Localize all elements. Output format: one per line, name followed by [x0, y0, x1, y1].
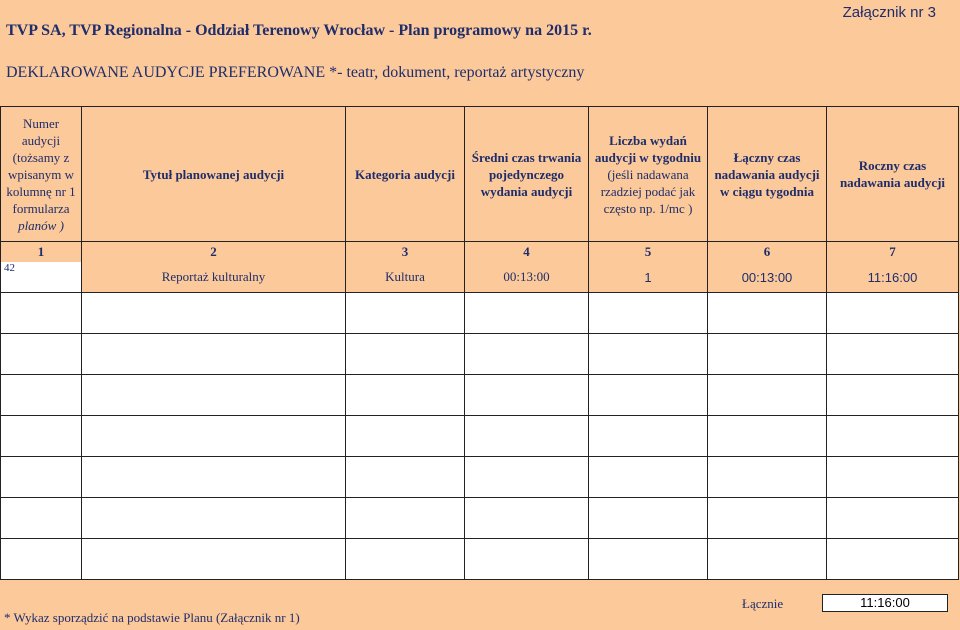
empty-cell[interactable]	[82, 293, 346, 334]
empty-cell[interactable]	[708, 293, 827, 334]
empty-cell[interactable]	[346, 416, 465, 457]
plan-table	[0, 106, 959, 580]
cell-avg-duration[interactable]: 00:13:00	[465, 262, 589, 293]
empty-cell[interactable]	[346, 498, 465, 539]
column-number: 1	[1, 242, 82, 263]
header-category: Kategoria audycji	[346, 107, 465, 242]
table-row-empty	[1, 375, 959, 416]
empty-cell[interactable]	[708, 375, 827, 416]
header-number: Numer audycji (tożsamy z wpisanym w kolumnę nr 1 formularza planów )	[1, 107, 82, 242]
cell-per-week[interactable]: 1	[589, 262, 708, 293]
empty-cell[interactable]	[589, 293, 708, 334]
cell-category[interactable]: Kultura	[346, 262, 465, 293]
page-subtitle: DEKLAROWANE AUDYCJE PREFEROWANE *- teatr, dokument, reportaż artystyczny	[6, 64, 585, 81]
cell-title[interactable]: Reportaż kulturalny	[82, 262, 346, 293]
table-row-empty	[1, 293, 959, 334]
empty-cell[interactable]	[82, 416, 346, 457]
table-row	[1, 262, 959, 293]
empty-cell[interactable]	[465, 539, 589, 580]
empty-cell[interactable]	[346, 457, 465, 498]
empty-cell[interactable]	[465, 334, 589, 375]
header-yearly-total: Roczny czas nadawania audycji	[827, 107, 959, 242]
empty-cell[interactable]	[82, 334, 346, 375]
empty-cell[interactable]	[708, 416, 827, 457]
column-number: 3	[346, 242, 465, 263]
total-label: Łącznie	[742, 596, 784, 611]
empty-cell[interactable]	[1, 539, 82, 580]
empty-cell[interactable]	[589, 375, 708, 416]
table-header-row	[1, 107, 959, 242]
footnote: * Wykaz sporządzić na podstawie Planu (Załącznik nr 1)	[4, 610, 300, 625]
cell-weekly-total[interactable]: 00:13:00	[708, 262, 827, 293]
annex-label: Załącznik nr 3	[842, 4, 936, 21]
empty-cell[interactable]	[589, 539, 708, 580]
page-title: TVP SA, TVP Regionalna - Oddział Terenowy Wrocław - Plan programowy na 2015 r.	[6, 22, 592, 39]
total-value[interactable]: 11:16:00	[822, 594, 948, 612]
empty-cell[interactable]	[82, 375, 346, 416]
column-number-row	[1, 242, 959, 263]
empty-cell[interactable]	[465, 416, 589, 457]
empty-cell[interactable]	[1, 293, 82, 334]
cell-number[interactable]: 42	[1, 262, 82, 293]
empty-cell[interactable]	[465, 457, 589, 498]
header-title: Tytuł planowanej audycji	[82, 107, 346, 242]
empty-cell[interactable]	[82, 498, 346, 539]
empty-cell[interactable]	[82, 457, 346, 498]
empty-cell[interactable]	[1, 416, 82, 457]
empty-cell[interactable]	[827, 457, 959, 498]
empty-cell[interactable]	[589, 457, 708, 498]
empty-cell[interactable]	[346, 334, 465, 375]
header-avg-duration: Średni czas trwania pojedynczego wydania audycji	[465, 107, 589, 242]
empty-cell[interactable]	[346, 375, 465, 416]
header-weekly-total: Łączny czas nadawania audycji w ciągu tygodnia	[708, 107, 827, 242]
cell-yearly-total[interactable]: 11:16:00	[827, 262, 959, 293]
empty-cell[interactable]	[465, 293, 589, 334]
column-number: 5	[589, 242, 708, 263]
empty-cell[interactable]	[1, 498, 82, 539]
table-row-empty	[1, 416, 959, 457]
empty-cell[interactable]	[827, 334, 959, 375]
empty-cell[interactable]	[589, 498, 708, 539]
table-row-empty	[1, 498, 959, 539]
empty-cell[interactable]	[465, 375, 589, 416]
empty-cell[interactable]	[708, 457, 827, 498]
table-row-empty	[1, 334, 959, 375]
empty-cell[interactable]	[708, 498, 827, 539]
empty-cell[interactable]	[827, 375, 959, 416]
column-number: 2	[82, 242, 346, 263]
empty-cell[interactable]	[1, 457, 82, 498]
header-per-week: Liczba wydań audycji w tygodniu (jeśli nadawana rzadziej podać jak często np. 1/mc )	[589, 107, 708, 242]
empty-cell[interactable]	[589, 334, 708, 375]
empty-cell[interactable]	[827, 416, 959, 457]
column-number: 4	[465, 242, 589, 263]
empty-cell[interactable]	[465, 498, 589, 539]
empty-cell[interactable]	[827, 539, 959, 580]
table-row-empty	[1, 539, 959, 580]
empty-cell[interactable]	[827, 498, 959, 539]
column-number: 7	[827, 242, 959, 263]
empty-cell[interactable]	[589, 416, 708, 457]
empty-cell[interactable]	[708, 539, 827, 580]
empty-cell[interactable]	[708, 334, 827, 375]
empty-cell[interactable]	[346, 539, 465, 580]
empty-cell[interactable]	[1, 375, 82, 416]
table-row-empty	[1, 457, 959, 498]
empty-cell[interactable]	[346, 293, 465, 334]
empty-cell[interactable]	[1, 334, 82, 375]
empty-cell[interactable]	[82, 539, 346, 580]
empty-cell[interactable]	[827, 293, 959, 334]
column-number: 6	[708, 242, 827, 263]
